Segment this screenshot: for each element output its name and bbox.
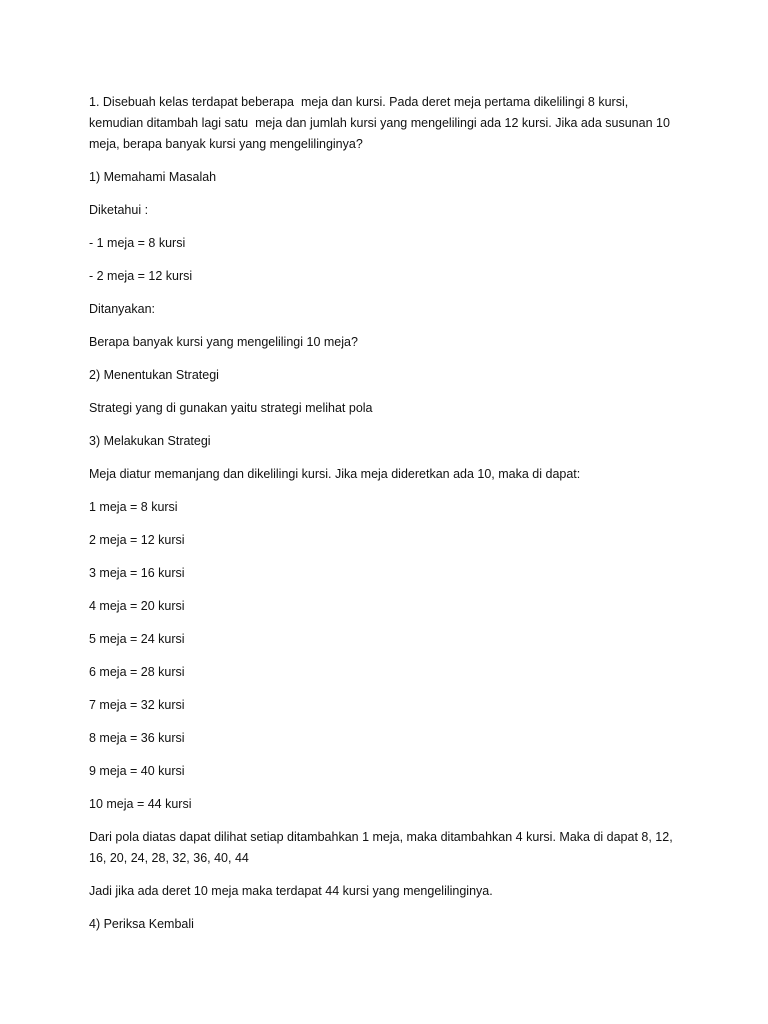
document-body [89,92,679,947]
asked-question: Berapa banyak kursi yang mengelilingi 10 meja? [89,335,358,349]
pattern-row: 3 meja = 16 kursi [89,566,185,580]
known-item: - 1 meja = 8 kursi [89,236,186,250]
problem-statement: 1. Disebuah kelas terdapat beberapa meja dan kursi. Pada deret meja pertama dikelilingi 8 kursi, kemudian ditambah lagi satu meja dan jumlah kursi yang mengelilingi ada 12 kursi. Jika ada susunan 10 meja, berapa banyak kursi yang mengelilinginya? [89,95,674,151]
pattern-row: 5 meja = 24 kursi [89,632,185,646]
pattern-row: 9 meja = 40 kursi [89,764,185,778]
execute-intro: Meja diatur memanjang dan dikelilingi kursi. Jika meja dideretkan ada 10, maka di dapat: [89,467,581,481]
pattern-row: 1 meja = 8 kursi [89,500,178,514]
pattern-row: 8 meja = 36 kursi [89,731,185,745]
step-heading-review: 4) Periksa Kembali [89,917,194,931]
pattern-row: 2 meja = 12 kursi [89,533,185,547]
step-heading-strategy: 2) Menentukan Strategi [89,368,219,382]
strategy-text: Strategi yang di gunakan yaitu strategi melihat pola [89,401,373,415]
step-heading-execute: 3) Melakukan Strategi [89,434,211,448]
known-item: - 2 meja = 12 kursi [89,269,193,283]
step-heading-understand: 1) Memahami Masalah [89,170,217,184]
pattern-row: 4 meja = 20 kursi [89,599,185,613]
pattern-row: 6 meja = 28 kursi [89,665,185,679]
pattern-row: 7 meja = 32 kursi [89,698,185,712]
asked-label: Ditanyakan: [89,302,156,316]
conclusion: Jadi jika ada deret 10 meja maka terdapat 44 kursi yang mengelilinginya. [89,884,493,898]
pattern-row: 10 meja = 44 kursi [89,797,192,811]
pattern-observation: Dari pola diatas dapat dilihat setiap ditambahkan 1 meja, maka ditambahkan 4 kursi. Maka di dapat 8, 12, 16, 20, 24, 28, 32, 36, 40, 44 [89,830,677,865]
known-label: Diketahui : [89,203,149,217]
